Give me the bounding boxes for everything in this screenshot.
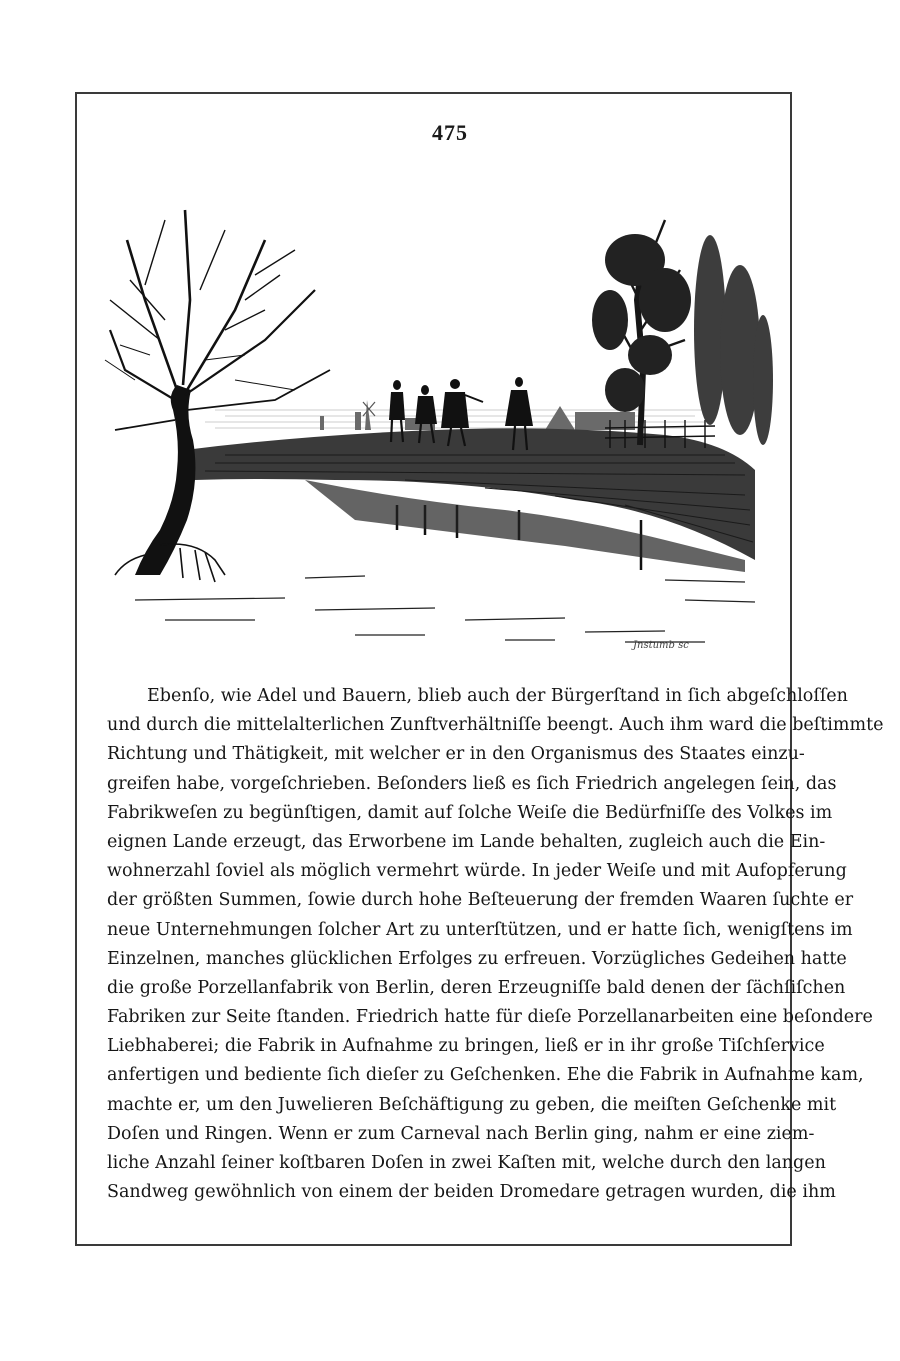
text-line: liche Anzahl ſeiner koſtbaren Doſen in zwei Kaſten mit, welche durch den langen xyxy=(107,1153,826,1173)
text-line: Liebhaberei; die Fabrik in Aufnahme zu bringen, ließ er in ihr große Tiſchſervice xyxy=(107,1036,825,1057)
landscape-engraving-icon xyxy=(105,180,770,658)
text-line: greifen habe, vorgeſchrieben. Beſonders ließ es ſich Friedrich angelegen ſein, das xyxy=(107,773,837,794)
text-line: wohnerzahl ſoviel als möglich vermehrt würde. In jeder Weiſe und mit Aufopferung xyxy=(107,861,847,882)
text-line: Fabriken zur Seite ſtanden. Friedrich hatte für dieſe Porzellanarbeiten eine beſondere xyxy=(107,1007,873,1028)
text-line: die große Porzellanfabrik von Berlin, deren Erzeugniſſe bald denen der ſächſiſchen xyxy=(107,977,846,998)
text-line: Richtung und Thätigkeit, mit welcher er in den Organismus des Staates einzu- xyxy=(107,744,805,765)
engraver-signature: Jnstumb sc xyxy=(633,640,689,651)
page-number: 475 xyxy=(432,120,468,145)
text-line: Ebenſo, wie Adel und Bauern, blieb auch der Bürgerſtand in ſich abgeſchloſſen xyxy=(147,686,848,706)
text-line: und durch die mittelalterlichen Zunftverhältniſſe beengt. Auch ihm ward die beſtimmte xyxy=(107,715,884,736)
text-line: Sandweg gewöhnlich von einem der beiden Dromedare getragen wurden, die ihm xyxy=(107,1182,836,1203)
text-line: der größten Summen, ſowie durch hohe Beſteuerung der fremden Waaren ſuchte er xyxy=(107,890,854,911)
body-text xyxy=(107,682,884,1207)
text-line: neue Unternehmungen ſolcher Art zu unterſtützen, und er hatte ſich, wenigſtens im xyxy=(107,919,853,940)
text-line: Einzelnen, manches glücklichen Erfolges zu erfreuen. Vorzügliches Gedeihen hatte xyxy=(107,948,847,969)
text-line: eignen Lande erzeugt, das Erworbene im Lande behalten, zugleich auch die Ein- xyxy=(107,831,826,852)
text-line: Doſen und Ringen. Wenn er zum Carneval nach Berlin ging, nahm er eine ziem- xyxy=(107,1123,815,1144)
text-line: Fabrikweſen zu begünſtigen, damit auf ſolche Weiſe die Bedürfniſſe des Volkes im xyxy=(107,802,833,823)
text-line: machte er, um den Juwelieren Beſchäftigung zu geben, die meiſten Geſchenke mit xyxy=(107,1094,837,1115)
text-line: anfertigen und bediente ſich dieſer zu Geſchenken. Ehe die Fabrik in Aufnahme kam, xyxy=(107,1065,864,1086)
